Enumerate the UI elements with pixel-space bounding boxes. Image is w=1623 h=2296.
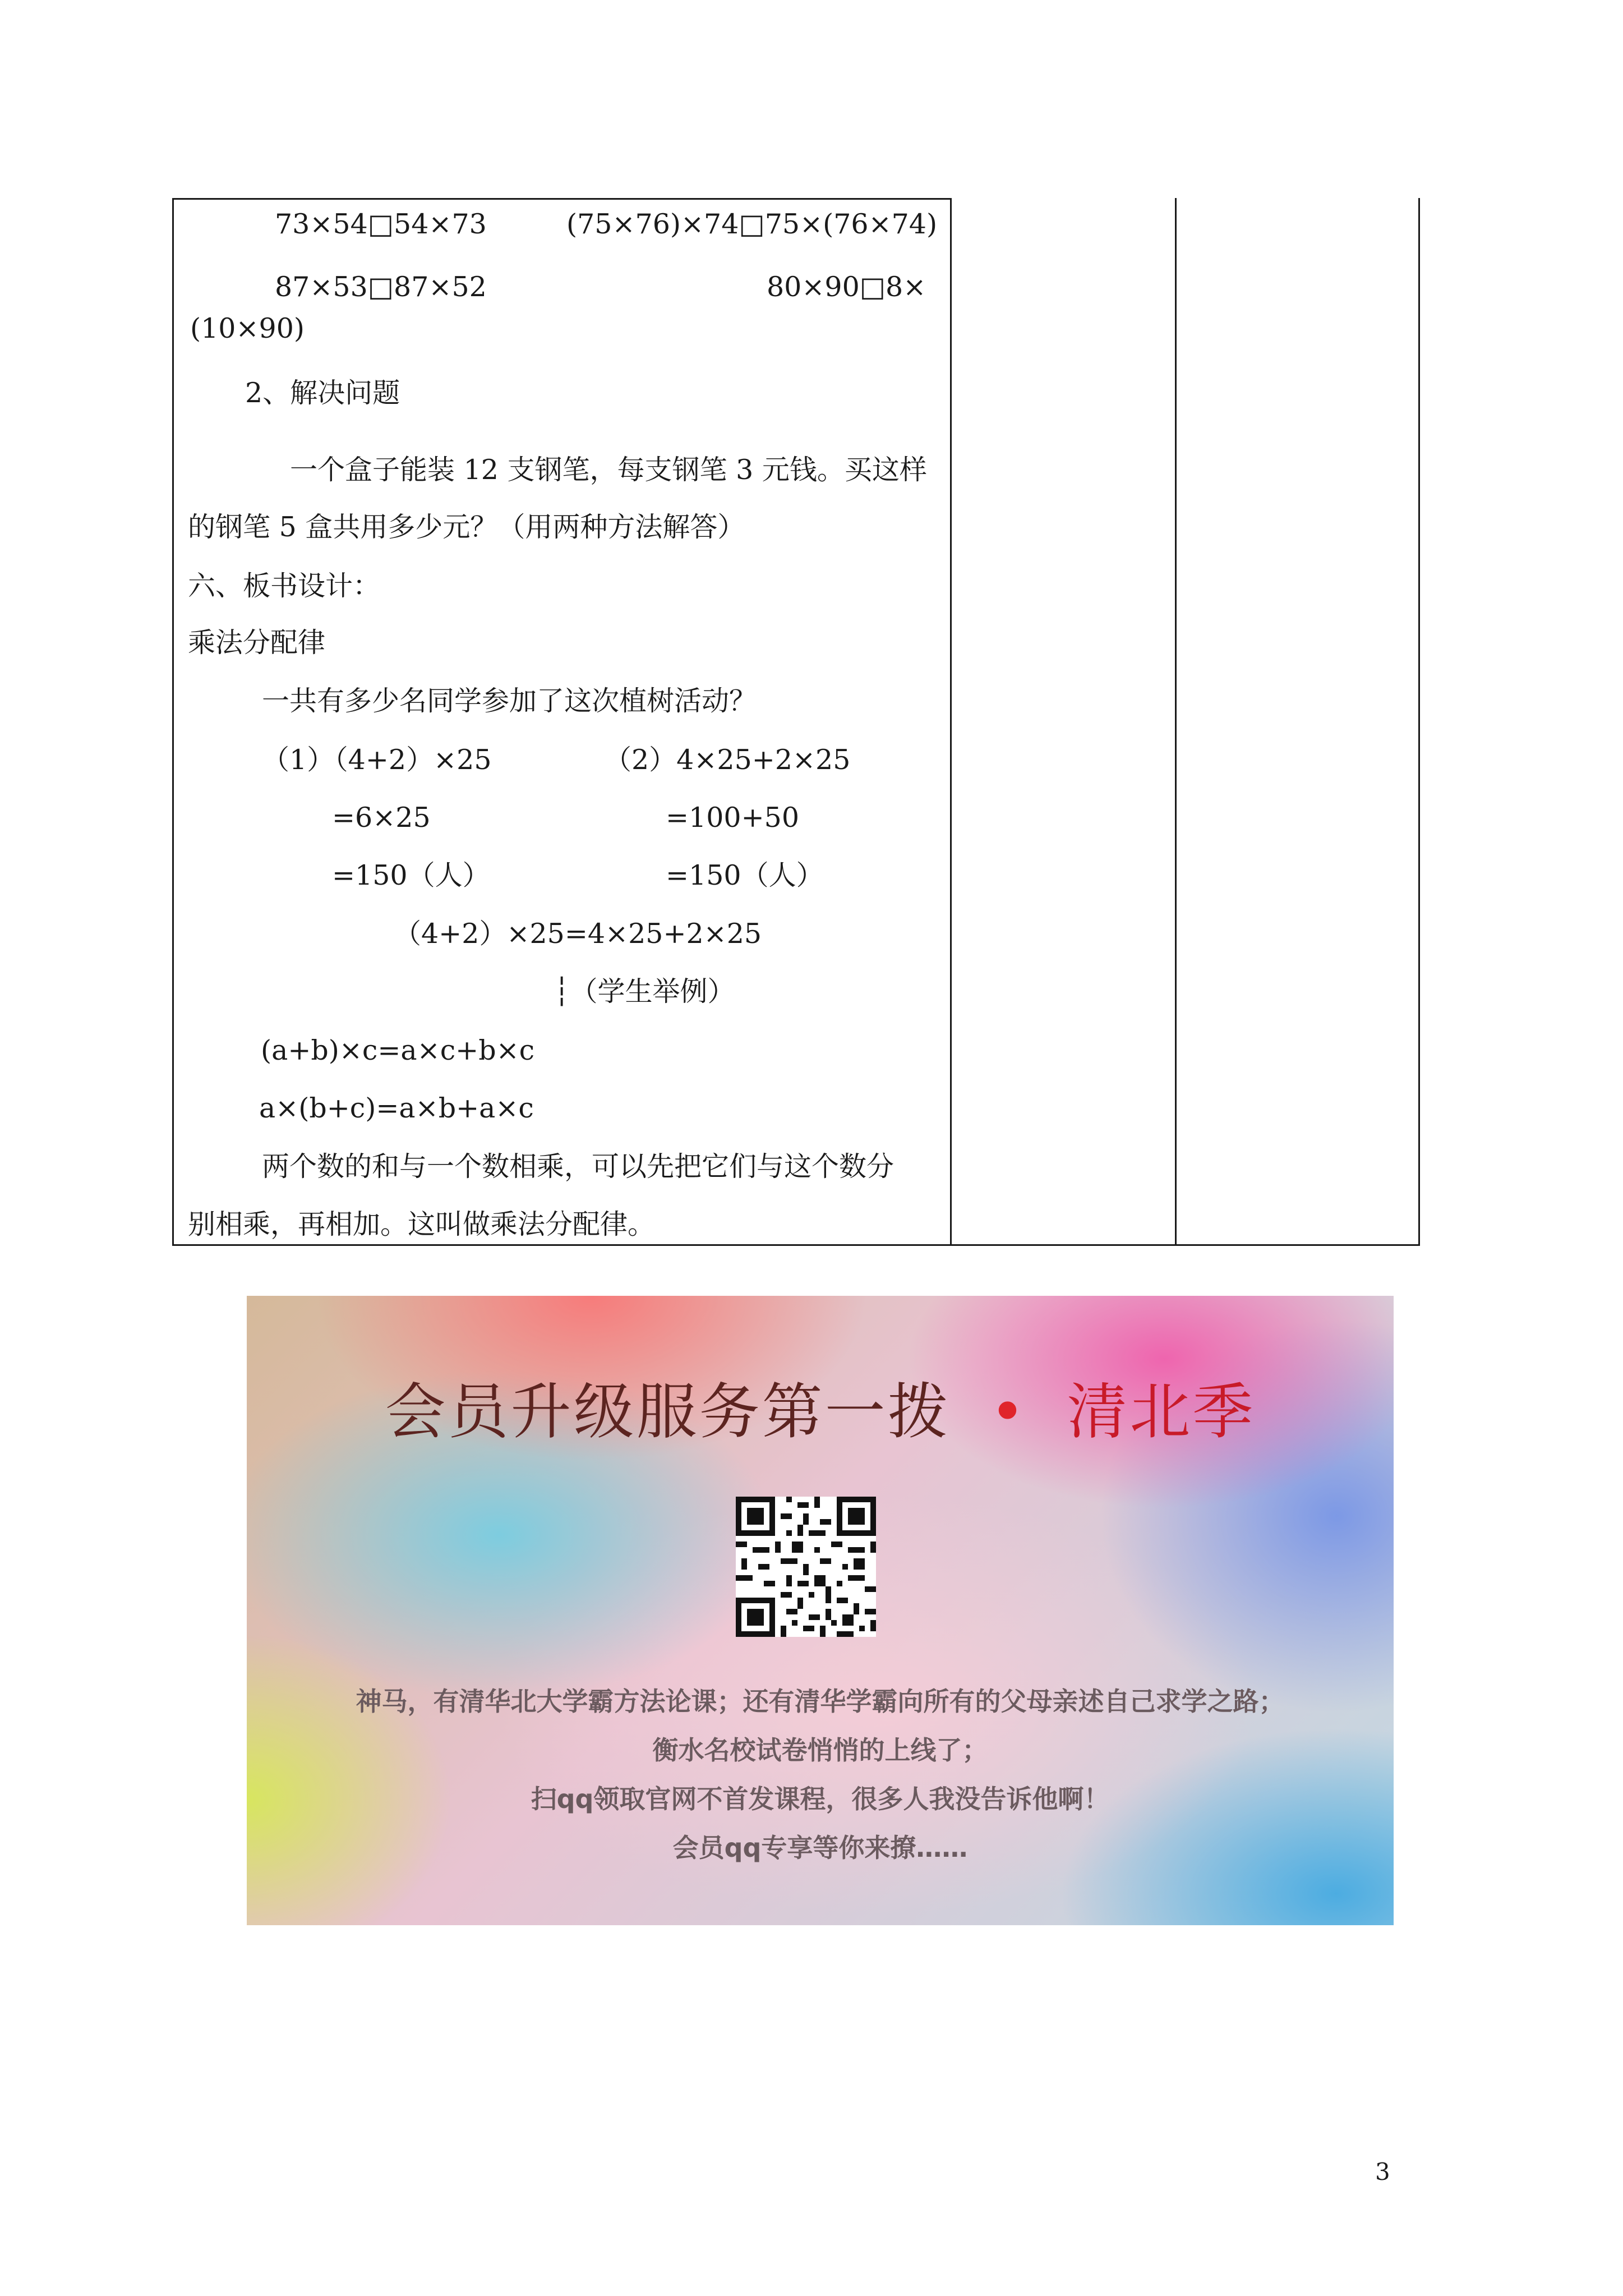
formula-1: (a+b)×c=a×c+b×c [261,1034,535,1066]
page-number: 3 [1375,2158,1390,2185]
table-column-divider-1 [950,198,952,1246]
banner-title [247,1363,1394,1450]
qr-code-icon[interactable] [736,1497,876,1637]
banner-brand: 清北季 [1067,1377,1256,1447]
method-2-step-2: =100+50 [666,802,799,834]
method-1-step-1: （1）（4+2）×25 [262,744,492,776]
banner-line-2: 衡水名校试卷悄悄的上线了； [652,1735,988,1765]
banner-title-text: 会员升级服务第一拨 [385,1377,951,1447]
comparison-2: (75×76)×74□75×(76×74) [566,208,938,240]
problem-heading: 2、解决问题 [245,377,400,409]
comparison-4: 80×90□8× [767,271,926,303]
comparison-3: 87×53□87×52 [275,271,487,303]
promo-banner[interactable] [247,1296,1394,1925]
formula-2: a×(b+c)=a×b+a×c [259,1092,534,1124]
table-column-divider-2 [1175,198,1177,1246]
rule-line-2: 别相乘，再相加。这叫做乘法分配律。 [188,1208,656,1240]
banner-text-block [247,1677,1394,1872]
table-left-border [172,198,174,1246]
distributive-equation: （4+2）×25=4×25+2×25 [394,918,762,950]
banner-line-1: 神马，有清华北大学霸方法论课；还有清华学霸向所有的父母亲述自己求学之路； [356,1686,1285,1717]
problem-line-2: 的钢笔 5 盒共用多少元？（用两种方法解答） [188,511,745,543]
comparison-1: 73×54□54×73 [275,208,487,240]
method-2-step-1: （2）4×25+2×25 [604,744,851,776]
method-1-step-2: =6×25 [332,802,431,834]
student-examples: ┆（学生举例） [554,976,735,1007]
lesson-table [172,198,1420,1246]
board-title: 乘法分配律 [188,627,326,659]
problem-line-1: 一个盒子能装 12 支钢笔，每支钢笔 3 元钱。买这样 [290,454,927,486]
banner-line-3: 扫qq领取官网不首发课程，很多人我没告诉他啊！ [531,1784,1110,1814]
section-heading: 六、板书设计： [188,570,381,602]
comparison-4-wrap: (10×90) [190,312,305,344]
table-right-border [1418,198,1420,1246]
method-2-step-3: =150（人） [666,859,824,891]
banner-line-4: 会员qq专享等你来撩…… [672,1833,968,1863]
table-top-border [172,198,952,200]
method-1-step-3: =150（人） [332,859,490,891]
table-bottom-border [172,1244,1420,1246]
board-question: 一共有多少名同学参加了这次植树活动？ [262,685,757,717]
banner-separator: • [989,1377,1028,1447]
rule-line-1: 两个数的和与一个数相乘，可以先把它们与这个数分 [262,1151,895,1182]
